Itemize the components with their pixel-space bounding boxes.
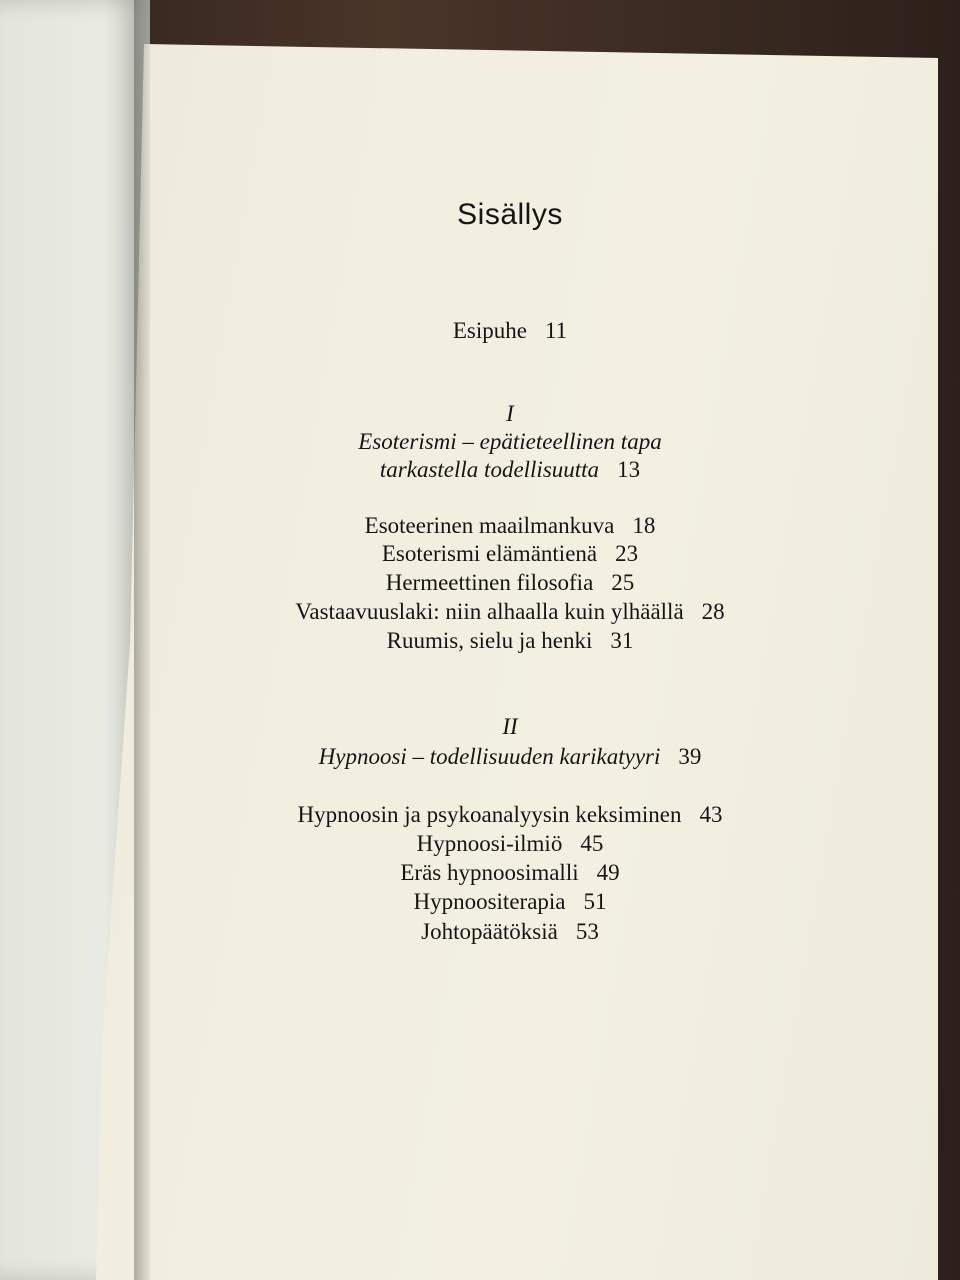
toc-entry-page: 11: [544, 318, 568, 343]
toc-entry: [0, 512, 960, 540]
toc-entry-label: Esoterismi elämäntienä: [381, 541, 598, 566]
toc-entry-page: 43: [699, 802, 723, 827]
toc-entry-page: 45: [580, 831, 604, 856]
toc-entry-page: 25: [611, 570, 635, 595]
toc-entry-label: Johtopäätöksiä: [421, 919, 558, 944]
toc-entry-label: Hypnoosin ja psykoanalyysin keksiminen: [297, 802, 682, 827]
toc-entry-page: 28: [701, 599, 725, 624]
part-heading-page: 39: [678, 744, 702, 769]
toc-entry-label: Hypnoositerapia: [413, 889, 566, 914]
toc-entry: [0, 801, 960, 829]
toc-entry-page: 49: [596, 860, 620, 885]
toc-entry-page: 53: [575, 919, 599, 944]
toc-entry: [0, 830, 960, 858]
toc-entry-page: 51: [583, 889, 607, 914]
toc-entry: [0, 859, 960, 887]
part-numeral: II: [502, 714, 518, 739]
toc-title: Sisällys: [457, 198, 563, 231]
part-heading-line2: tarkastella todellisuutta: [379, 457, 600, 482]
toc-entry-label: Hypnoosi-ilmiö: [416, 831, 563, 856]
toc-entry: [0, 888, 960, 916]
toc-entry-label: Eräs hypnoosimalli: [400, 860, 579, 885]
part-heading-continued: [0, 456, 960, 484]
toc-entry-page: 18: [632, 513, 656, 538]
toc-entry-label: Vastaavuuslaki: niin alhaalla kuin ylhäällä: [295, 599, 684, 624]
toc-entry: [0, 598, 960, 626]
part-heading-page: 13: [617, 457, 641, 482]
toc-entry-label: Esipuhe: [452, 318, 527, 343]
toc-entry: [0, 627, 960, 655]
part-heading: [0, 743, 960, 771]
part-numeral: I: [506, 401, 514, 426]
toc-entry-preface: [0, 317, 960, 345]
toc-entry-page: 31: [610, 628, 634, 653]
toc-entry: [0, 569, 960, 597]
toc-entry-label: Hermeettinen filosofia: [385, 570, 594, 595]
part-heading: Esoterismi – epätieteellinen tapa: [358, 429, 662, 454]
toc-entry-label: Ruumis, sielu ja henki: [386, 628, 593, 653]
part-heading-line1: Hypnoosi – todellisuuden karikatyyri: [318, 744, 661, 769]
toc-entry-page: 23: [615, 541, 639, 566]
toc-entry-label: Esoteerinen maailmankuva: [364, 513, 615, 538]
toc-entry: [0, 540, 960, 568]
toc-entry: [0, 918, 960, 946]
